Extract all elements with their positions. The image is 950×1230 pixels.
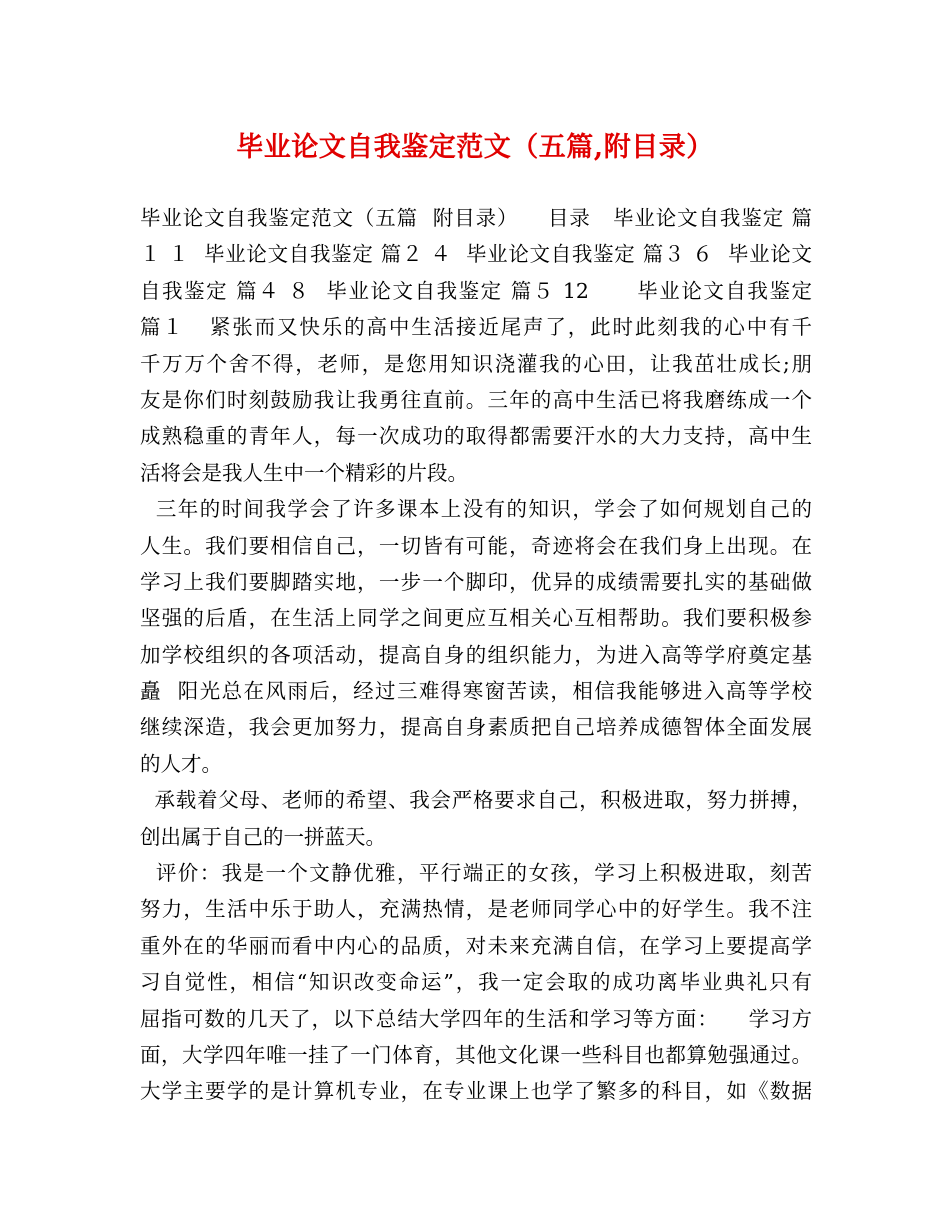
document-body (140, 200, 812, 1110)
body-line: 评价：我是一个文静优雅，平行端正的女孩，学习上积极进取，刻苦 (140, 861, 812, 886)
body-line: 坚强的后盾，在生活上同学之间更应互相关心互相帮助。我们要积极参 (140, 606, 812, 631)
body-line: 篇１ 紧张而又快乐的高中生活接近尾声了，此时此刻我的心中有千 (140, 315, 812, 340)
body-line: 活将会是我人生中一个精彩的片段。 (140, 460, 468, 485)
body-line: 重外在的华丽而看中内心的品质，对未来充满自信，在学习上要提高学 (140, 933, 812, 958)
body-line: 三年的时间我学会了许多课本上没有的知识，学会了如何规划自己的 (140, 497, 812, 522)
body-line: 努力，生活中乐于助人，充满热情，是老师同学心中的好学生。我不注 (140, 897, 812, 922)
body-line: 矗 阳光总在风雨后，经过三难得寒窗苦读，相信我能够进入高等学校 (140, 679, 812, 704)
body-line: 大学主要学的是计算机专业，在专业课上也学了繁多的科目，如《数据 (140, 1079, 812, 1104)
body-line: 千万万个舍不得，老师，是您用知识浇灌我的心田，让我茁壮成长;朋 (140, 351, 812, 376)
body-line: 友是你们时刻鼓励我让我勇往直前。三年的高中生活已将我磨练成一个 (140, 387, 812, 412)
document-title: 毕业论文自我鉴定范文（五篇,附目录） (236, 132, 714, 163)
body-line: １ １ 毕业论文自我鉴定 篇２ ４ 毕业论文自我鉴定 篇３ ６ 毕业论文 (140, 242, 812, 267)
body-line: 屈指可数的几天了，以下总结大学四年的生活和学习等方面： 学习方 (140, 1006, 812, 1031)
body-line: 面，大学四年唯一挂了一门体育，其他文化课一些科目也都算勉强通过。 (140, 1042, 812, 1067)
body-line: 自我鉴定 篇４ ８ 毕业论文自我鉴定 篇５ 12 毕业论文自我鉴定 (140, 278, 812, 303)
body-line: 成熟稳重的青年人，每一次成功的取得都需要汗水的大力支持，高中生 (140, 424, 812, 449)
body-line: 加学校组织的各项活动，提高自身的组织能力，为进入高等学府奠定基 (140, 642, 812, 667)
body-line: 人生。我们要相信自己，一切皆有可能，奇迹将会在我们身上出现。在 (140, 533, 812, 558)
body-line: 创出属于自己的一拼蓝天。 (140, 824, 386, 849)
body-line: 学习上我们要脚踏实地，一步一个脚印，优异的成绩需要扎实的基础做 (140, 569, 812, 594)
body-line: 毕业论文自我鉴定范文（五篇 附目录） 目录 毕业论文自我鉴定 篇 (140, 206, 812, 230)
body-line: 的人才。 (140, 751, 222, 776)
body-line: 习自觉性，相信“知识改变命运”，我一定会取的成功离毕业典礼只有 (140, 970, 812, 995)
body-line: 承载着父母、老师的希望、我会严格要求自己，积极进取，努力拼搏， (140, 788, 812, 813)
body-line: 继续深造，我会更加努力，提高自身素质把自己培养成德智体全面发展 (140, 715, 812, 740)
